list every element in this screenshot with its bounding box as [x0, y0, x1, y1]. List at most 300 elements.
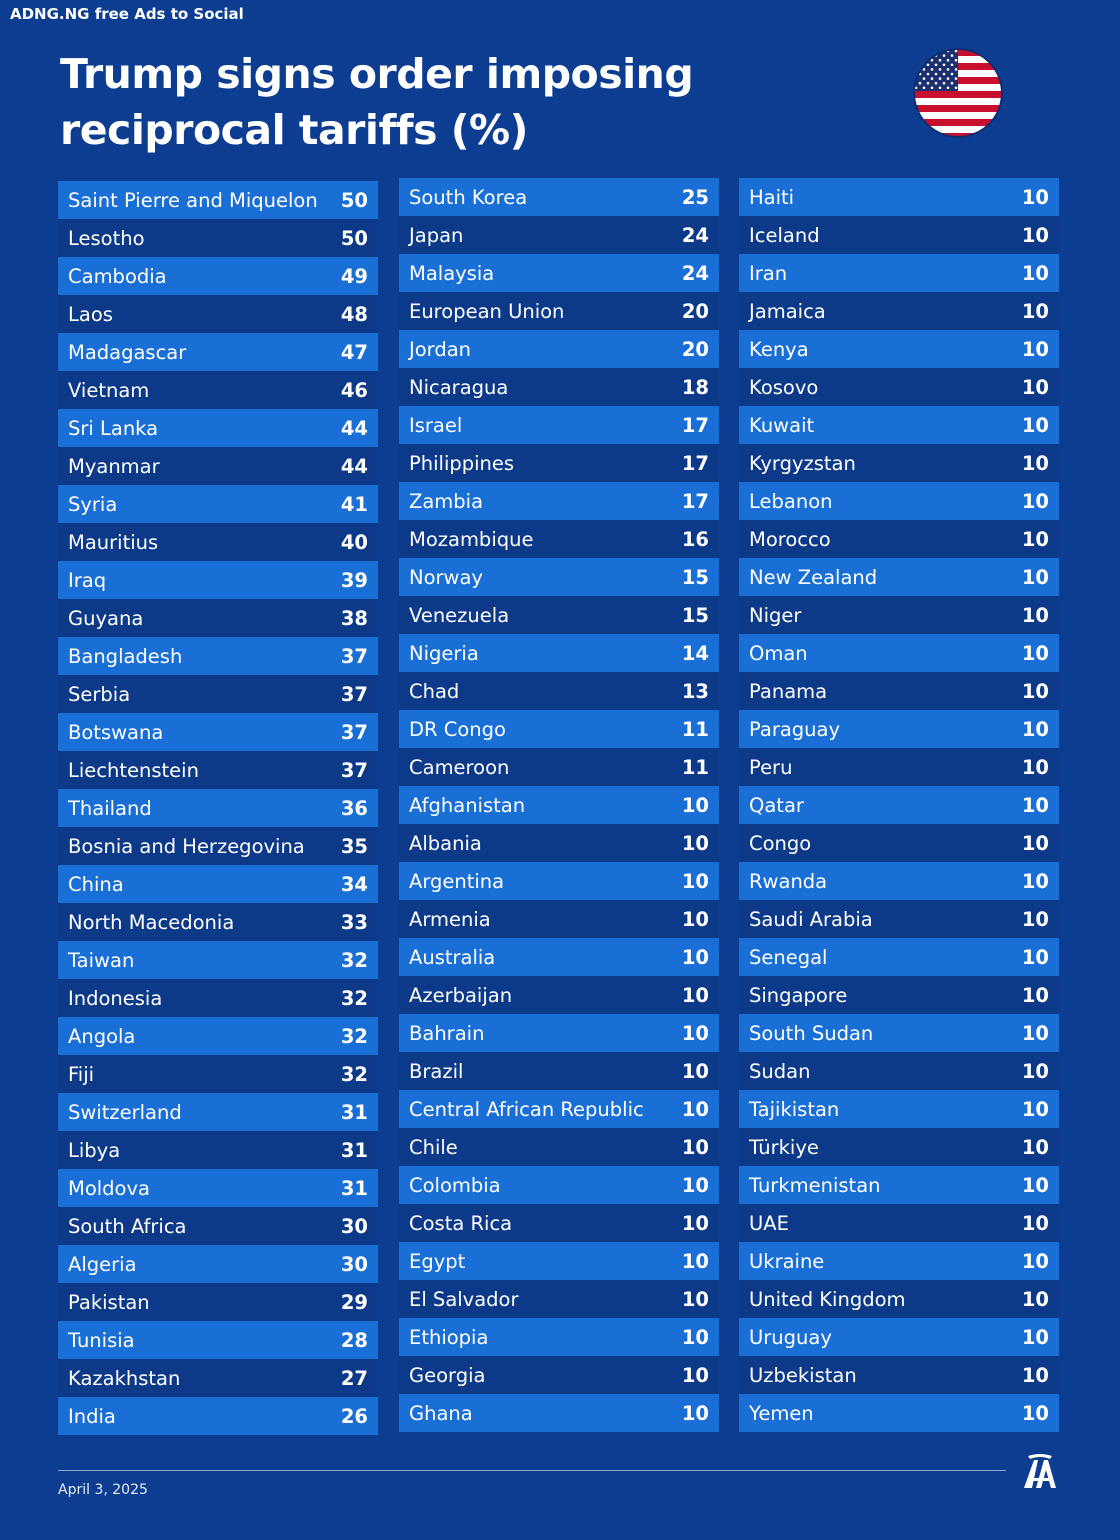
- country-name: Congo: [749, 831, 812, 855]
- table-row: [739, 596, 1059, 634]
- country-name: South Sudan: [749, 1021, 874, 1045]
- tariff-value: 50: [340, 188, 368, 212]
- country-name: Syria: [68, 492, 118, 516]
- tariff-value: 10: [1021, 1135, 1049, 1159]
- table-row: [58, 295, 378, 333]
- country-name: Lesotho: [68, 226, 145, 250]
- tariff-value: 44: [340, 416, 368, 440]
- table-row: [58, 219, 378, 257]
- tariff-value: 31: [340, 1176, 368, 1200]
- country-name: Moldova: [68, 1176, 150, 1200]
- tariff-value: 10: [1021, 1287, 1049, 1311]
- country-name: Pakistan: [68, 1290, 150, 1314]
- tariff-value: 10: [1021, 1173, 1049, 1197]
- tariff-value: 33: [340, 910, 368, 934]
- table-row: [739, 748, 1059, 786]
- tariff-value: 10: [1021, 413, 1049, 437]
- country-name: Egypt: [409, 1249, 466, 1273]
- country-name: Venezuela: [409, 603, 510, 627]
- table-row: [739, 1014, 1059, 1052]
- table-row: [58, 637, 378, 675]
- tariff-value: 50: [340, 226, 368, 250]
- table-row: [399, 292, 719, 330]
- tariff-value: 20: [681, 299, 709, 323]
- table-row: [58, 447, 378, 485]
- table-row: [739, 938, 1059, 976]
- table-row: [399, 1394, 719, 1432]
- tariff-value: 17: [681, 451, 709, 475]
- tariff-value: 10: [1021, 983, 1049, 1007]
- country-name: Taiwan: [68, 948, 135, 972]
- country-name: Uruguay: [749, 1325, 832, 1349]
- country-name: India: [68, 1404, 116, 1428]
- country-name: Tajikistan: [749, 1097, 840, 1121]
- table-row: [739, 1166, 1059, 1204]
- table-row: [739, 634, 1059, 672]
- table-row: [58, 599, 378, 637]
- table-row: [399, 1242, 719, 1280]
- tariff-value: 10: [1021, 1211, 1049, 1235]
- table-row: [739, 178, 1059, 216]
- country-name: Chile: [409, 1135, 458, 1159]
- tariff-value: 32: [340, 948, 368, 972]
- country-name: Senegal: [749, 945, 828, 969]
- table-row: [58, 1055, 378, 1093]
- country-name: Tunisia: [68, 1328, 135, 1352]
- tariff-value: 39: [340, 568, 368, 592]
- country-name: Lebanon: [749, 489, 833, 513]
- country-name: Brazil: [409, 1059, 464, 1083]
- tariff-value: 10: [681, 983, 709, 1007]
- tariff-value: 32: [340, 1062, 368, 1086]
- table-row: [58, 1245, 378, 1283]
- table-row: [399, 596, 719, 634]
- table-row: [399, 938, 719, 976]
- table-row: [399, 1014, 719, 1052]
- table-row: [739, 520, 1059, 558]
- tariff-value: 10: [681, 1097, 709, 1121]
- table-row: [739, 482, 1059, 520]
- country-name: DR Congo: [409, 717, 506, 741]
- table-row: [58, 1017, 378, 1055]
- tariff-value: 30: [340, 1214, 368, 1238]
- table-row: [399, 824, 719, 862]
- country-name: Bosnia and Herzegovina: [68, 834, 305, 858]
- table-row: [399, 862, 719, 900]
- table-column-2: [399, 178, 719, 1432]
- country-name: Kenya: [749, 337, 809, 361]
- table-column-3: [739, 178, 1059, 1432]
- tariff-value: 10: [1021, 451, 1049, 475]
- country-name: Kuwait: [749, 413, 815, 437]
- tariff-value: 30: [340, 1252, 368, 1276]
- tariff-value: 26: [340, 1404, 368, 1428]
- country-name: Botswana: [68, 720, 164, 744]
- table-row: [739, 824, 1059, 862]
- tariff-value: 10: [1021, 641, 1049, 665]
- tariff-value: 10: [681, 1287, 709, 1311]
- tariff-value: 10: [1021, 603, 1049, 627]
- country-name: Mozambique: [409, 527, 534, 551]
- table-row: [399, 558, 719, 596]
- tariff-value: 37: [340, 644, 368, 668]
- tariff-value: 14: [681, 641, 709, 665]
- country-name: Rwanda: [749, 869, 828, 893]
- tariff-value: 10: [1021, 755, 1049, 779]
- table-row: [739, 1204, 1059, 1242]
- tariff-value: 40: [340, 530, 368, 554]
- table-row: [399, 786, 719, 824]
- country-name: Chad: [409, 679, 460, 703]
- tariff-value: 10: [1021, 1097, 1049, 1121]
- tariff-value: 35: [340, 834, 368, 858]
- country-name: Singapore: [749, 983, 848, 1007]
- tariff-value: 10: [1021, 489, 1049, 513]
- table-row: [58, 713, 378, 751]
- tariff-value: 37: [340, 758, 368, 782]
- country-name: Ghana: [409, 1401, 473, 1425]
- table-row: [739, 1052, 1059, 1090]
- table-row: [58, 675, 378, 713]
- country-name: Mauritius: [68, 530, 159, 554]
- country-name: Paraguay: [749, 717, 841, 741]
- tariff-value: 10: [1021, 527, 1049, 551]
- table-row: [399, 444, 719, 482]
- tariff-value: 24: [681, 223, 709, 247]
- table-row: [58, 979, 378, 1017]
- country-name: Central African Republic: [409, 1097, 644, 1121]
- country-name: Madagascar: [68, 340, 187, 364]
- table-row: [739, 444, 1059, 482]
- tariff-value: 10: [681, 1135, 709, 1159]
- country-name: Kyrgyzstan: [749, 451, 856, 475]
- table-row: [739, 900, 1059, 938]
- tariff-value: 37: [340, 682, 368, 706]
- table-row: [399, 330, 719, 368]
- tariff-value: 10: [681, 831, 709, 855]
- country-name: Liechtenstein: [68, 758, 199, 782]
- table-row: [739, 292, 1059, 330]
- tariff-value: 29: [340, 1290, 368, 1314]
- country-name: Laos: [68, 302, 113, 326]
- tariff-value: 10: [1021, 337, 1049, 361]
- country-name: Sri Lanka: [68, 416, 159, 440]
- country-name: Bangladesh: [68, 644, 183, 668]
- table-row: [399, 748, 719, 786]
- tariff-value: 31: [340, 1138, 368, 1162]
- country-name: Norway: [409, 565, 483, 589]
- tariff-value: 10: [1021, 185, 1049, 209]
- country-name: South Africa: [68, 1214, 187, 1238]
- table-row: [399, 178, 719, 216]
- country-name: Costa Rica: [409, 1211, 513, 1235]
- table-row: [58, 865, 378, 903]
- country-name: Israel: [409, 413, 463, 437]
- country-name: Zambia: [409, 489, 484, 513]
- country-name: Malaysia: [409, 261, 495, 285]
- table-row: [399, 976, 719, 1014]
- country-name: Nigeria: [409, 641, 479, 665]
- table-row: [58, 371, 378, 409]
- country-name: Georgia: [409, 1363, 486, 1387]
- country-name: Fiji: [68, 1062, 95, 1086]
- country-name: Panama: [749, 679, 828, 703]
- country-name: Thailand: [68, 796, 152, 820]
- tariff-value: 17: [681, 489, 709, 513]
- table-row: [739, 330, 1059, 368]
- country-name: Argentina: [409, 869, 505, 893]
- tariff-value: 10: [681, 907, 709, 931]
- country-name: Qatar: [749, 793, 804, 817]
- country-name: Nicaragua: [409, 375, 509, 399]
- country-name: Jamaica: [749, 299, 826, 323]
- table-row: [399, 1052, 719, 1090]
- table-row: [399, 1356, 719, 1394]
- tariff-value: 10: [1021, 1401, 1049, 1425]
- table-row: [399, 1090, 719, 1128]
- country-name: Haiti: [749, 185, 795, 209]
- tariff-value: 10: [681, 1059, 709, 1083]
- page-title: [60, 46, 780, 158]
- table-row: [399, 1318, 719, 1356]
- table-row: [399, 710, 719, 748]
- table-row: [399, 672, 719, 710]
- country-name: Afghanistan: [409, 793, 526, 817]
- table-row: [58, 1397, 378, 1435]
- tariff-value: 10: [1021, 261, 1049, 285]
- tariff-value: 10: [1021, 1363, 1049, 1387]
- tariff-value: 10: [1021, 1249, 1049, 1273]
- country-name: Morocco: [749, 527, 831, 551]
- country-name: Saudi Arabia: [749, 907, 873, 931]
- country-name: South Korea: [409, 185, 528, 209]
- table-row: [739, 558, 1059, 596]
- tariff-value: 24: [681, 261, 709, 285]
- table-row: [739, 1090, 1059, 1128]
- tariff-value: 10: [681, 1401, 709, 1425]
- table-row: [739, 672, 1059, 710]
- table-row: [58, 941, 378, 979]
- country-name: Peru: [749, 755, 793, 779]
- country-name: Cameroon: [409, 755, 510, 779]
- table-row: [399, 368, 719, 406]
- country-name: Azerbaijan: [409, 983, 513, 1007]
- country-name: New Zealand: [749, 565, 878, 589]
- country-name: Angola: [68, 1024, 136, 1048]
- tariff-value: 20: [681, 337, 709, 361]
- tariff-value: 38: [340, 606, 368, 630]
- country-name: European Union: [409, 299, 565, 323]
- tariff-value: 10: [1021, 907, 1049, 931]
- table-row: [58, 409, 378, 447]
- table-row: [399, 482, 719, 520]
- country-name: Bahrain: [409, 1021, 485, 1045]
- tariff-value: 10: [1021, 1325, 1049, 1349]
- tariff-value: 15: [681, 565, 709, 589]
- tariff-value: 46: [340, 378, 368, 402]
- table-row: [58, 333, 378, 371]
- tariff-value: 10: [681, 1249, 709, 1273]
- tariff-value: 10: [681, 1211, 709, 1235]
- country-name: United Kingdom: [749, 1287, 906, 1311]
- country-name: Serbia: [68, 682, 131, 706]
- tariff-value: 48: [340, 302, 368, 326]
- country-name: Yemen: [749, 1401, 814, 1425]
- country-name: Saint Pierre and Miquelon: [68, 188, 318, 212]
- table-row: [399, 1128, 719, 1166]
- country-name: Guyana: [68, 606, 144, 630]
- table-row: [739, 1128, 1059, 1166]
- table-row: [58, 257, 378, 295]
- tariff-value: 11: [681, 755, 709, 779]
- table-row: [58, 827, 378, 865]
- table-row: [739, 254, 1059, 292]
- country-name: Jordan: [409, 337, 472, 361]
- tariff-value: 10: [681, 1325, 709, 1349]
- country-name: Armenia: [409, 907, 491, 931]
- country-name: Niger: [749, 603, 802, 627]
- tariff-value: 10: [1021, 717, 1049, 741]
- table-row: [58, 485, 378, 523]
- table-row: [58, 789, 378, 827]
- country-name: Cambodia: [68, 264, 167, 288]
- tariff-value: 10: [1021, 1021, 1049, 1045]
- table-row: [399, 634, 719, 672]
- table-row: [399, 1166, 719, 1204]
- country-name: China: [68, 872, 124, 896]
- tariff-value: 10: [1021, 375, 1049, 399]
- country-name: Myanmar: [68, 454, 160, 478]
- tariff-value: 10: [1021, 1059, 1049, 1083]
- table-row: [58, 1207, 378, 1245]
- country-name: Libya: [68, 1138, 121, 1162]
- tariff-value: 10: [1021, 793, 1049, 817]
- table-row: [58, 1131, 378, 1169]
- table-row: [399, 216, 719, 254]
- title-line-2: reciprocal tariffs (%): [60, 106, 528, 154]
- footer-divider: [58, 1470, 1006, 1471]
- table-row: [739, 368, 1059, 406]
- country-name: Turkmenistan: [749, 1173, 881, 1197]
- country-name: Colombia: [409, 1173, 501, 1197]
- tariff-value: 10: [681, 945, 709, 969]
- tariff-value: 15: [681, 603, 709, 627]
- tariff-value: 32: [340, 986, 368, 1010]
- tariff-value: 10: [1021, 869, 1049, 893]
- country-name: Oman: [749, 641, 808, 665]
- tariff-value: 10: [681, 1173, 709, 1197]
- tariff-value: 27: [340, 1366, 368, 1390]
- title-line-1: Trump signs order imposing: [60, 50, 694, 98]
- country-name: Australia: [409, 945, 496, 969]
- table-row: [58, 1283, 378, 1321]
- table-row: [739, 976, 1059, 1014]
- table-row: [739, 862, 1059, 900]
- country-name: Albania: [409, 831, 482, 855]
- tariff-value: 10: [1021, 565, 1049, 589]
- country-name: UAE: [749, 1211, 789, 1235]
- country-name: Kazakhstan: [68, 1366, 181, 1390]
- tariff-value: 10: [1021, 223, 1049, 247]
- tariff-value: 32: [340, 1024, 368, 1048]
- tariff-value: 47: [340, 340, 368, 364]
- country-name: Sudan: [749, 1059, 811, 1083]
- table-row: [739, 1242, 1059, 1280]
- country-name: Uzbekistan: [749, 1363, 857, 1387]
- country-name: Philippines: [409, 451, 515, 475]
- tariff-value: 10: [681, 793, 709, 817]
- table-row: [58, 1359, 378, 1397]
- tariff-value: 16: [681, 527, 709, 551]
- table-row: [739, 1280, 1059, 1318]
- tariff-value: 10: [1021, 679, 1049, 703]
- country-name: Iran: [749, 261, 788, 285]
- country-name: North Macedonia: [68, 910, 235, 934]
- tariff-value: 11: [681, 717, 709, 741]
- tariff-value: 10: [681, 1363, 709, 1387]
- tariff-value: 18: [681, 375, 709, 399]
- table-row: [739, 1394, 1059, 1432]
- tariff-value: 17: [681, 413, 709, 437]
- country-name: Vietnam: [68, 378, 150, 402]
- table-row: [739, 1318, 1059, 1356]
- table-row: [739, 710, 1059, 748]
- country-name: Indonesia: [68, 986, 163, 1010]
- tariff-value: 10: [681, 869, 709, 893]
- country-name: Kosovo: [749, 375, 819, 399]
- watermark: ADNG.NG free Ads to Social: [10, 5, 244, 23]
- table-row: [739, 406, 1059, 444]
- table-row: [58, 1169, 378, 1207]
- country-name: El Salvador: [409, 1287, 519, 1311]
- tariff-value: 13: [681, 679, 709, 703]
- table-row: [58, 903, 378, 941]
- tariff-value: 34: [340, 872, 368, 896]
- tariff-value: 10: [681, 1021, 709, 1045]
- table-row: [399, 900, 719, 938]
- table-row: [58, 1093, 378, 1131]
- country-name: Switzerland: [68, 1100, 182, 1124]
- table-row: [58, 1321, 378, 1359]
- table-row: [739, 1356, 1059, 1394]
- country-name: Iraq: [68, 568, 107, 592]
- tariff-value: 44: [340, 454, 368, 478]
- tariff-value: 31: [340, 1100, 368, 1124]
- table-row: [58, 561, 378, 599]
- tariff-value: 41: [340, 492, 368, 516]
- date-label: April 3, 2025: [58, 1482, 148, 1498]
- table-row: [399, 1204, 719, 1242]
- table-row: [399, 406, 719, 444]
- table-row: [58, 523, 378, 561]
- us-flag-icon: [912, 47, 1004, 139]
- country-name: Algeria: [68, 1252, 137, 1276]
- tariff-value: 37: [340, 720, 368, 744]
- table-row: [739, 786, 1059, 824]
- country-name: Türkiye: [749, 1135, 819, 1159]
- table-row: [58, 181, 378, 219]
- table-column-1: [58, 181, 378, 1435]
- country-name: Ethiopia: [409, 1325, 489, 1349]
- aa-logo-icon: [1020, 1454, 1060, 1490]
- tariff-value: 10: [1021, 299, 1049, 323]
- tariff-value: 10: [1021, 831, 1049, 855]
- tariff-value: 36: [340, 796, 368, 820]
- table-row: [399, 1280, 719, 1318]
- table-row: [399, 254, 719, 292]
- table-row: [739, 216, 1059, 254]
- tariff-value: 25: [681, 185, 709, 209]
